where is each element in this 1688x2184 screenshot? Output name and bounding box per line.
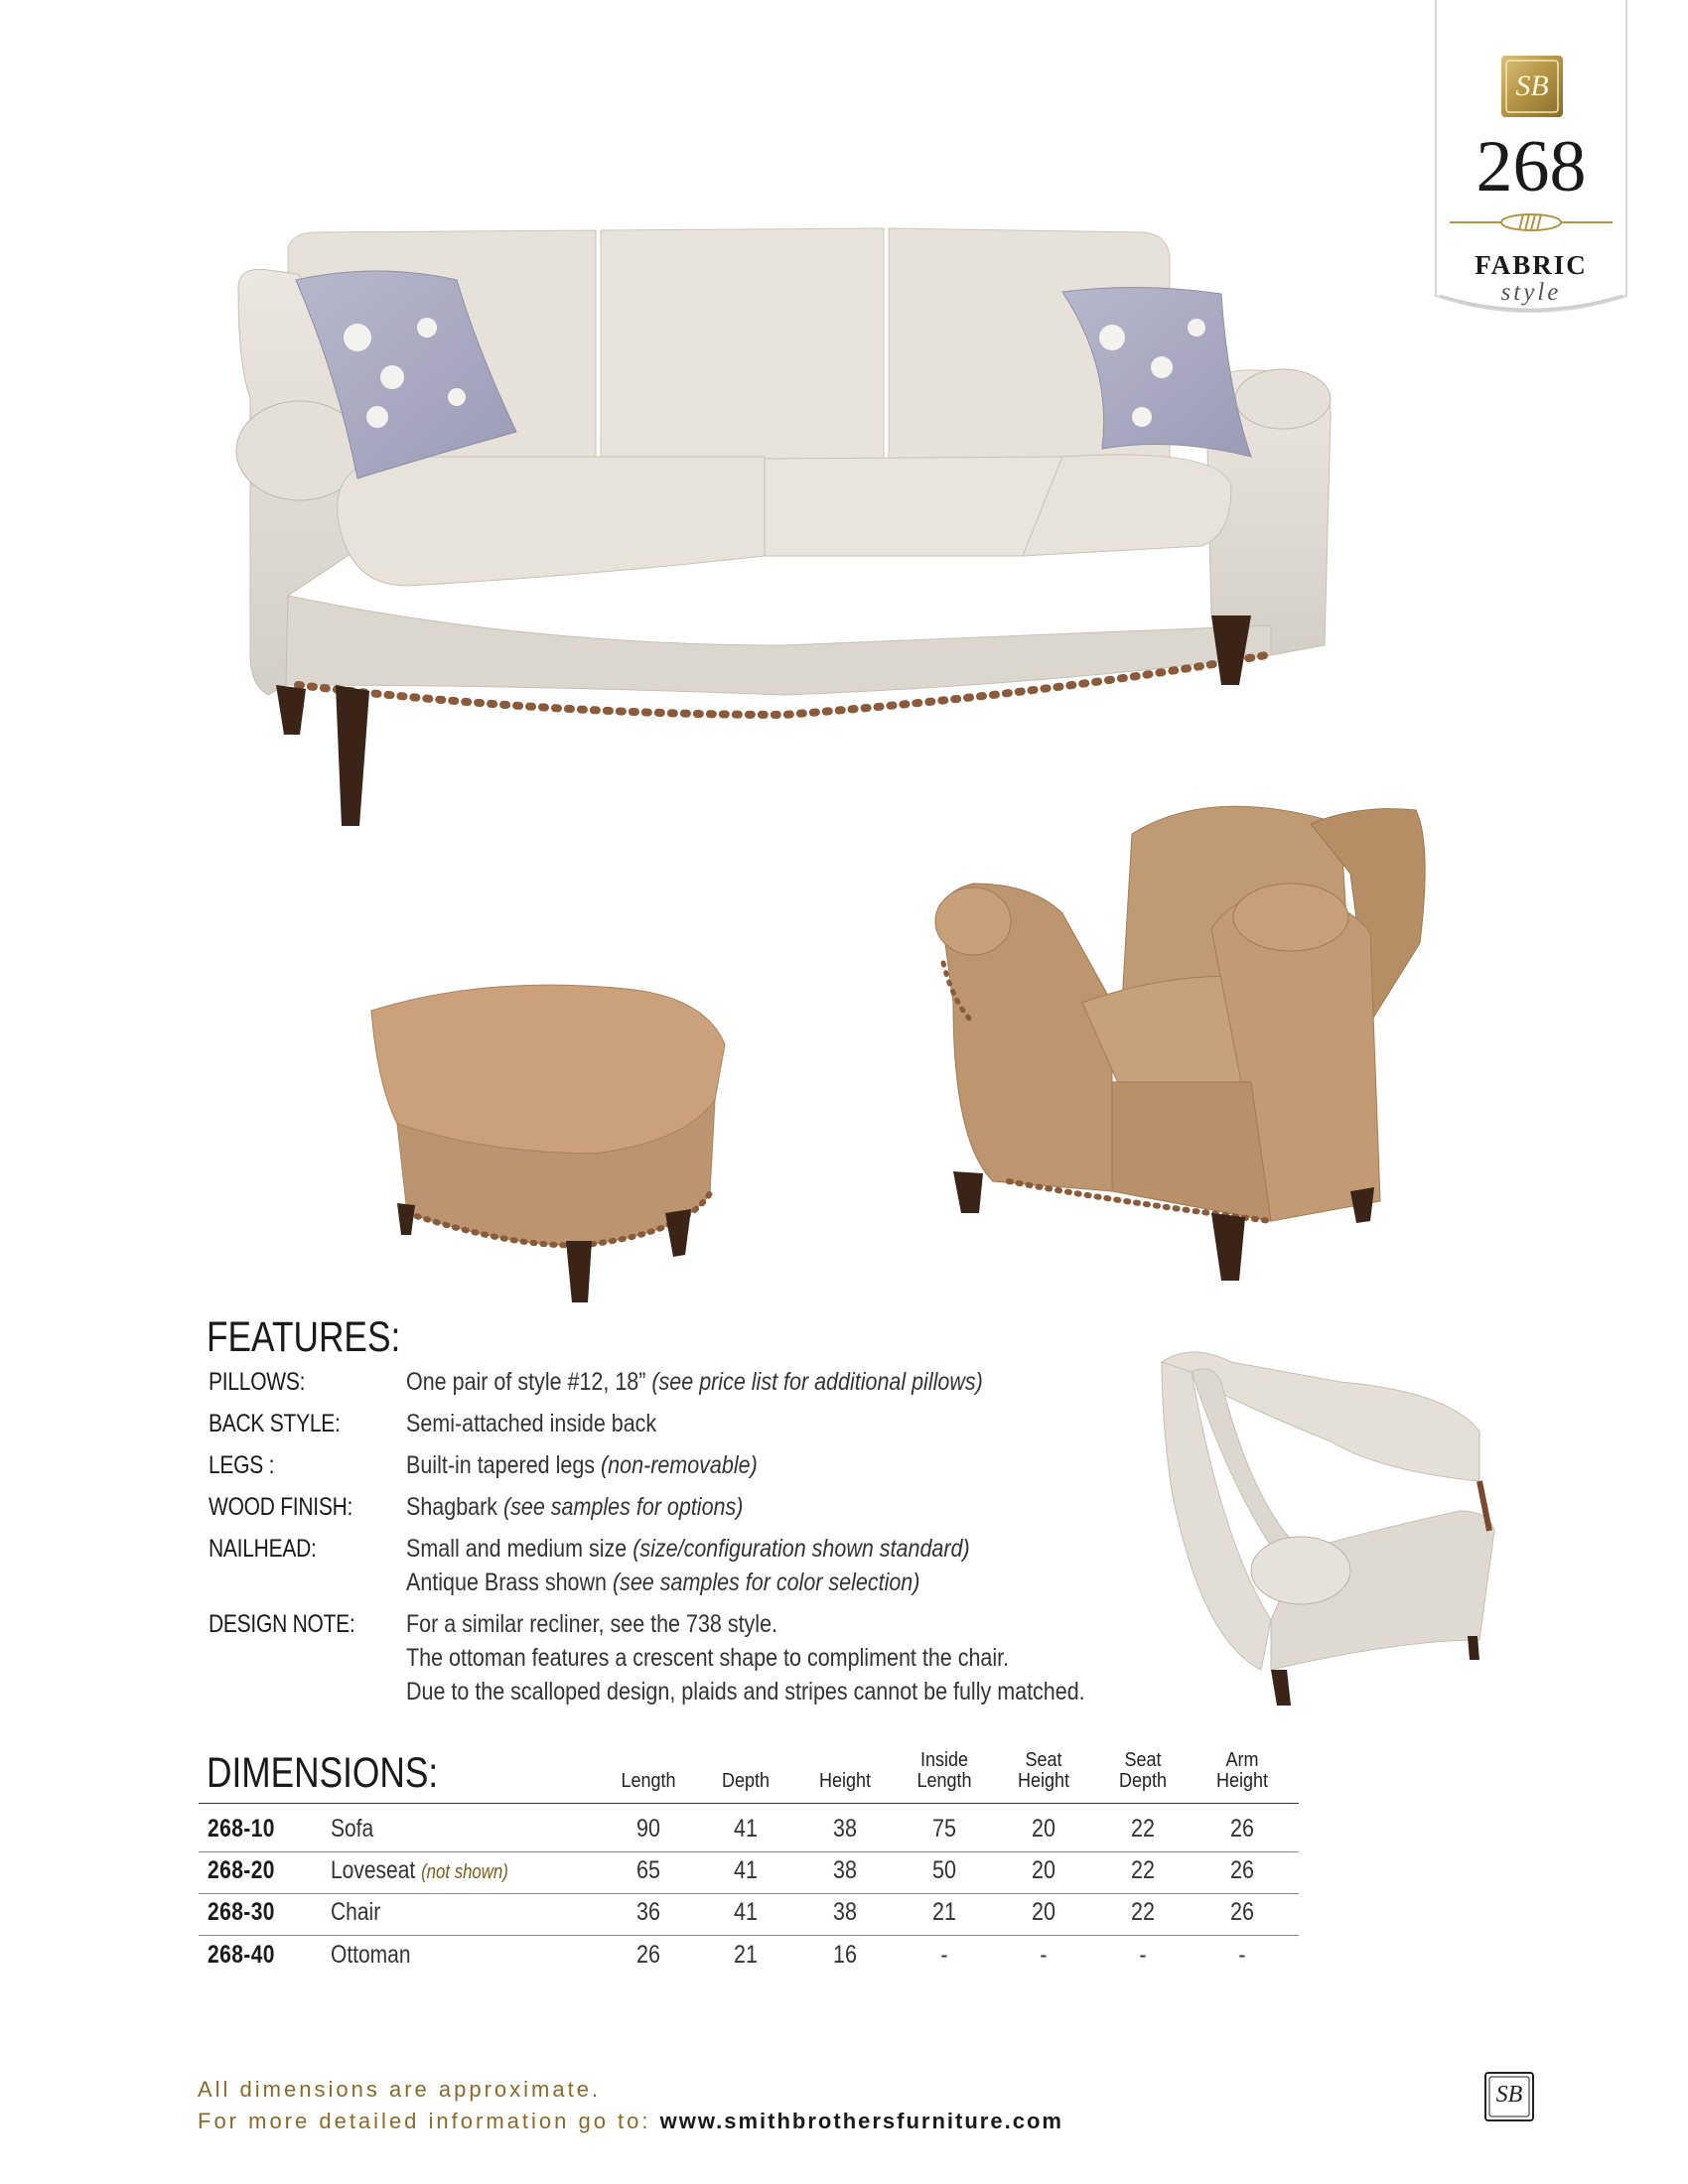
feature-label-back-style: BACK STYLE:	[209, 1410, 341, 1437]
row-divider	[199, 1935, 1299, 1936]
feature-label-wood-finish: WOOD FINISH:	[209, 1493, 353, 1521]
feature-value-design-note: For a similar recliner, see the 738 style.	[406, 1610, 778, 1638]
table-cell: 41	[734, 1856, 758, 1884]
table-cell: 26	[636, 1941, 660, 1969]
column-header-height: Height	[818, 1770, 872, 1792]
table-header-rule	[199, 1803, 1299, 1804]
feature-value-nailhead: Small and medium size (size/configuration shown standard)	[406, 1535, 970, 1563]
column-header-arm-height: Arm Height	[1215, 1749, 1269, 1792]
row-code-loveseat: 268-20	[208, 1856, 275, 1884]
footer-disclaimer: All dimensions are approximate.	[198, 2077, 602, 2102]
badge-monogram: SB	[1515, 69, 1549, 102]
feature-value-legs: Built-in tapered legs (non-removable)	[406, 1451, 758, 1479]
row-name-loveseat: Loveseat (not shown)	[331, 1856, 508, 1884]
feature-label-pillows: PILLOWS:	[209, 1368, 306, 1396]
feature-value-back-style: Semi-attached inside back	[406, 1410, 657, 1437]
footer-monogram: SB	[1495, 2082, 1523, 2108]
website-link[interactable]: www.smithbrothersfurniture.com	[659, 2109, 1063, 2133]
column-header-inside-length: Inside Length	[916, 1749, 972, 1792]
features-title: FEATURES:	[207, 1313, 401, 1361]
table-cell: 41	[734, 1815, 758, 1843]
table-cell: 36	[636, 1898, 660, 1926]
table-cell: -	[1238, 1941, 1246, 1969]
table-cell: 38	[833, 1856, 857, 1884]
row-code-chair: 268-30	[208, 1898, 275, 1926]
table-cell: 75	[932, 1815, 956, 1843]
table-cell: -	[940, 1941, 948, 1969]
footer-info-line: For more detailed information go to: www.smithbrothersfurniture.com	[198, 2109, 1063, 2133]
dimensions-title: DIMENSIONS:	[207, 1749, 439, 1797]
table-cell: 41	[734, 1898, 758, 1926]
table-cell: 65	[636, 1856, 660, 1884]
style-label: style	[1500, 279, 1562, 306]
table-cell: 21	[734, 1941, 758, 1969]
ottoman-image	[367, 975, 735, 1312]
feature-label-nailhead: NAILHEAD:	[209, 1535, 317, 1563]
sofa-image	[228, 218, 1400, 834]
table-cell: 22	[1131, 1815, 1155, 1843]
table-cell: 38	[833, 1898, 857, 1926]
table-cell: 16	[833, 1941, 857, 1969]
style-number: 268	[1476, 126, 1587, 207]
table-cell: 26	[1230, 1815, 1254, 1843]
feature-value-pillows: One pair of style #12, 18” (see price list for additional pillows)	[406, 1368, 983, 1396]
table-cell: 20	[1032, 1856, 1055, 1884]
table-cell: -	[1139, 1941, 1147, 1969]
table-cell: 22	[1131, 1856, 1155, 1884]
row-code-ottoman: 268-40	[208, 1941, 275, 1969]
sofa-side-image	[1152, 1342, 1509, 1707]
table-cell: 90	[636, 1815, 660, 1843]
table-cell: 38	[833, 1815, 857, 1843]
feature-value-design-note-2: The ottoman features a crescent shape to compliment the chair.	[406, 1644, 1010, 1672]
table-cell: 21	[932, 1898, 956, 1926]
feature-value-design-note-3: Due to the scalloped design, plaids and stripes cannot be fully matched.	[406, 1678, 1085, 1706]
feature-value-nailhead-2: Antique Brass shown (see samples for color selection)	[406, 1569, 920, 1596]
row-name-ottoman: Ottoman	[331, 1941, 411, 1969]
row-divider	[199, 1851, 1299, 1852]
table-cell: 50	[932, 1856, 956, 1884]
row-name-sofa: Sofa	[331, 1815, 374, 1843]
row-code-sofa: 268-10	[208, 1815, 275, 1843]
feature-label-legs: LEGS :	[209, 1451, 275, 1479]
feature-value-wood-finish: Shagbark (see samples for options)	[406, 1493, 744, 1521]
feature-label-design-note: DESIGN NOTE:	[209, 1610, 355, 1638]
table-cell: 26	[1230, 1898, 1254, 1926]
row-divider	[199, 1893, 1299, 1894]
table-cell: 26	[1230, 1856, 1254, 1884]
column-header-depth: Depth	[721, 1770, 771, 1792]
column-header-seat-height: Seat Height	[1017, 1749, 1070, 1792]
table-cell: 22	[1131, 1898, 1155, 1926]
table-cell: 20	[1032, 1815, 1055, 1843]
row-name-chair: Chair	[331, 1898, 381, 1926]
chair-image	[914, 784, 1440, 1281]
table-cell: -	[1040, 1941, 1048, 1969]
fabric-label: FABRIC	[1475, 250, 1588, 280]
column-header-seat-depth: Seat Depth	[1118, 1749, 1168, 1792]
column-header-length: Length	[621, 1770, 676, 1792]
table-cell: 20	[1032, 1898, 1055, 1926]
